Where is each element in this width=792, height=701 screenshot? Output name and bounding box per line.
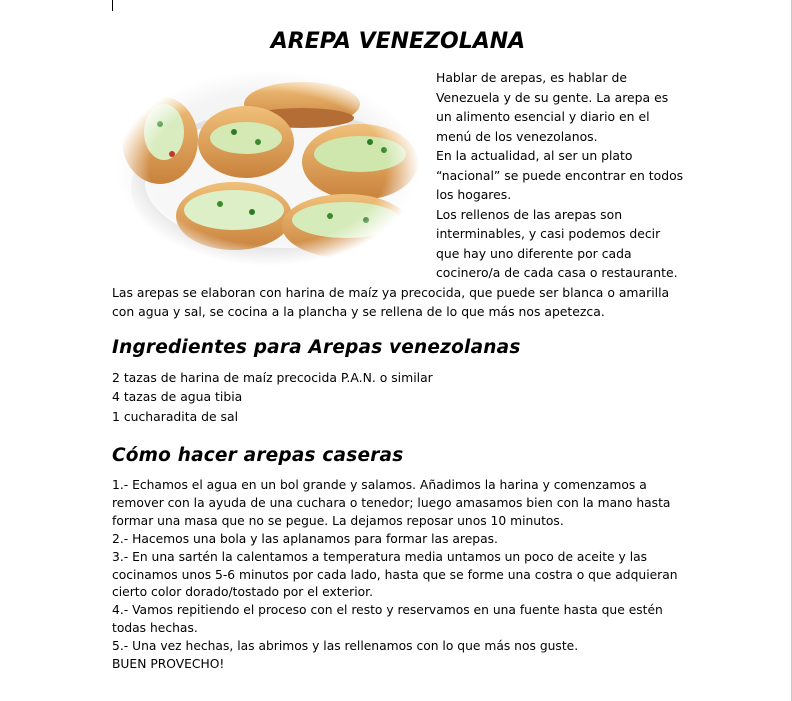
ingredient-item: 1 cucharadita de sal bbox=[112, 408, 239, 424]
intro-paragraph-3: Los rellenos de las arepas son interminables, y casi podemos decir que hay uno diferente por cada cocinero/a de cada casa o restaurante. bbox=[436, 206, 678, 280]
intro-paragraph-1: Hablar de arepas, es hablar de Venezuela y de su gente. La arepa es un alimento esencial y diario en el menú de los venezolanos. bbox=[436, 70, 669, 144]
intro-paragraph-4: Las arepas se elaboran con harina de maíz ya precocida, que puede ser blanca o amarilla con agua y sal, se cocina a la plancha y se rellena de lo que más nos apetezca. bbox=[112, 284, 670, 319]
intro-section bbox=[112, 68, 684, 322]
arepas-photo bbox=[116, 70, 420, 266]
steps-heading: Cómo hacer arepas caseras bbox=[112, 445, 404, 466]
ingredients-heading: Ingredientes para Arepas venezolanas bbox=[112, 336, 521, 358]
document-title: AREPA VENEZOLANA bbox=[270, 29, 526, 54]
ingredient-item: 4 tazas de agua tibia bbox=[112, 389, 243, 404]
closing-line: BUEN PROVECHO! bbox=[112, 657, 225, 672]
document-page[interactable] bbox=[112, 0, 684, 674]
intro-paragraph-2: En la actualidad, al ser un plato “nacional” se puede encontrar en todos los hogares. bbox=[436, 148, 684, 202]
step-item: 3.- En una sartén la calentamos a temperatura media untamos un poco de aceite y las cocinamos unos 5-6 minutos por cada lado, hasta que se forme una costra o que adquieran cierto color dorado/tostado por el exterior. bbox=[112, 549, 678, 600]
steps-list bbox=[112, 477, 684, 674]
step-item: 4.- Vamos repitiendo el proceso con el resto y reservamos en una fuente hasta que estén todas hechas. bbox=[112, 603, 663, 636]
step-item: 5.- Una vez hechas, las abrimos y las rellenamos con lo que más nos guste. bbox=[112, 639, 579, 654]
step-item: 1.- Echamos el agua en un bol grande y salamos. Añadimos la harina y comenzamos a remover con la ayuda de una cuchara o tenedor; luego amasamos bien con la mano hasta formar una masa que no se pegue. La dejamos reposar unos 10 minutos. bbox=[112, 478, 671, 528]
ingredient-item: 2 tazas de harina de maíz precocida P.A.N. o similar bbox=[112, 369, 433, 385]
ingredients-list bbox=[112, 368, 684, 427]
step-item: 2.- Hacemos una bola y las aplanamos para formar las arepas. bbox=[112, 531, 498, 546]
